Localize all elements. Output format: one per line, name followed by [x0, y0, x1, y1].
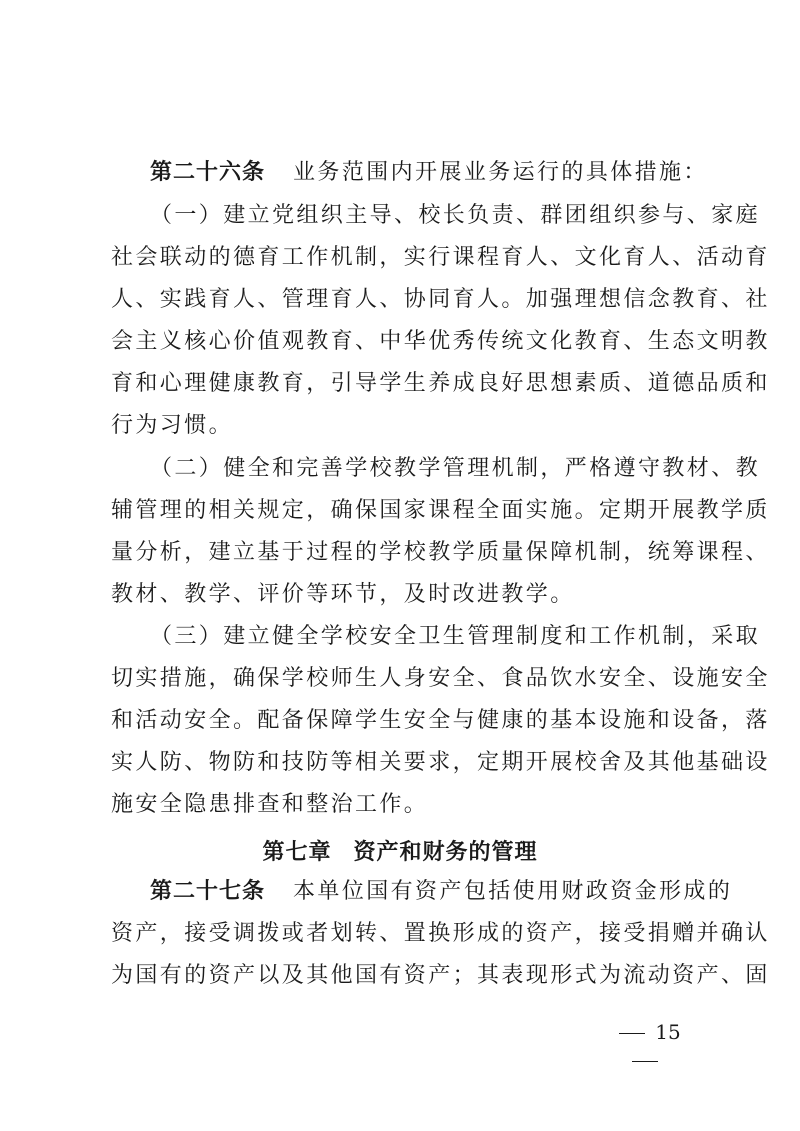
paragraph-2-line: （二）健全和完善学校教学管理机制，严格遵守教材、教 — [150, 456, 761, 481]
page-number — [590, 1018, 700, 1074]
paragraph-2-line: 教材、教学、评价等环节，及时改进教学。 — [111, 582, 575, 607]
paragraph-2-line: 量分析，建立基于过程的学校教学质量保障机制，统筹课程、 — [111, 540, 770, 565]
chapter-number: 第七章 — [262, 840, 332, 865]
article-26-line — [150, 158, 708, 188]
article-27-text: 本单位国有资产包括使用财政资金形成的 — [293, 879, 733, 904]
article-27-line: 为国有的资产以及其他国有资产；其表现形式为流动资产、固 — [111, 963, 770, 988]
article-27-line: 资产，接受调拨或者划转、置换形成的资产，接受捐赠并确认 — [111, 921, 770, 946]
chapter-title — [0, 838, 800, 868]
paragraph-3-line: 实人防、物防和技防等相关要求，定期开展校舍及其他基础设 — [111, 750, 770, 775]
page-number-dash-right — [632, 1061, 658, 1062]
article-26-intro: 业务范围内开展业务运行的具体措施： — [293, 160, 708, 185]
paragraph-1-line: 社会联动的德育工作机制，实行课程育人、文化育人、活动育 — [111, 245, 770, 270]
article-26-heading: 第二十六条 — [150, 160, 266, 185]
paragraph-3-line: 施安全隐患排查和整治工作。 — [111, 792, 429, 817]
paragraph-1-line: 会主义核心价值观教育、中华优秀传统文化教育、生态文明教 — [111, 329, 770, 354]
page-number-value: 15 — [655, 1020, 681, 1044]
paragraph-3-line: 切实措施，确保学校师生人身安全、食品饮水安全、设施安全 — [111, 666, 770, 691]
chapter-name: 资产和财务的管理 — [353, 840, 538, 865]
paragraph-1-line: （一）建立党组织主导、校长负责、群团组织参与、家庭 — [150, 203, 761, 228]
article-27-line — [150, 877, 733, 907]
paragraph-3-line: （三）建立健全学校安全卫生管理制度和工作机制，采取 — [150, 624, 761, 649]
article-27-heading: 第二十七条 — [150, 879, 266, 904]
paragraph-1-line: 育和心理健康教育，引导学生养成良好思想素质、道德品质和 — [111, 371, 770, 396]
page-number-dash-left — [619, 1033, 645, 1034]
paragraph-1-line: 人、实践育人、管理育人、协同育人。加强理想信念教育、社 — [111, 287, 770, 312]
paragraph-3-line: 和活动安全。配备保障学生安全与健康的基本设施和设备，落 — [111, 708, 770, 733]
paragraph-2-line: 辅管理的相关规定，确保国家课程全面实施。定期开展教学质 — [111, 498, 770, 523]
paragraph-1-line: 行为习惯。 — [111, 413, 234, 438]
